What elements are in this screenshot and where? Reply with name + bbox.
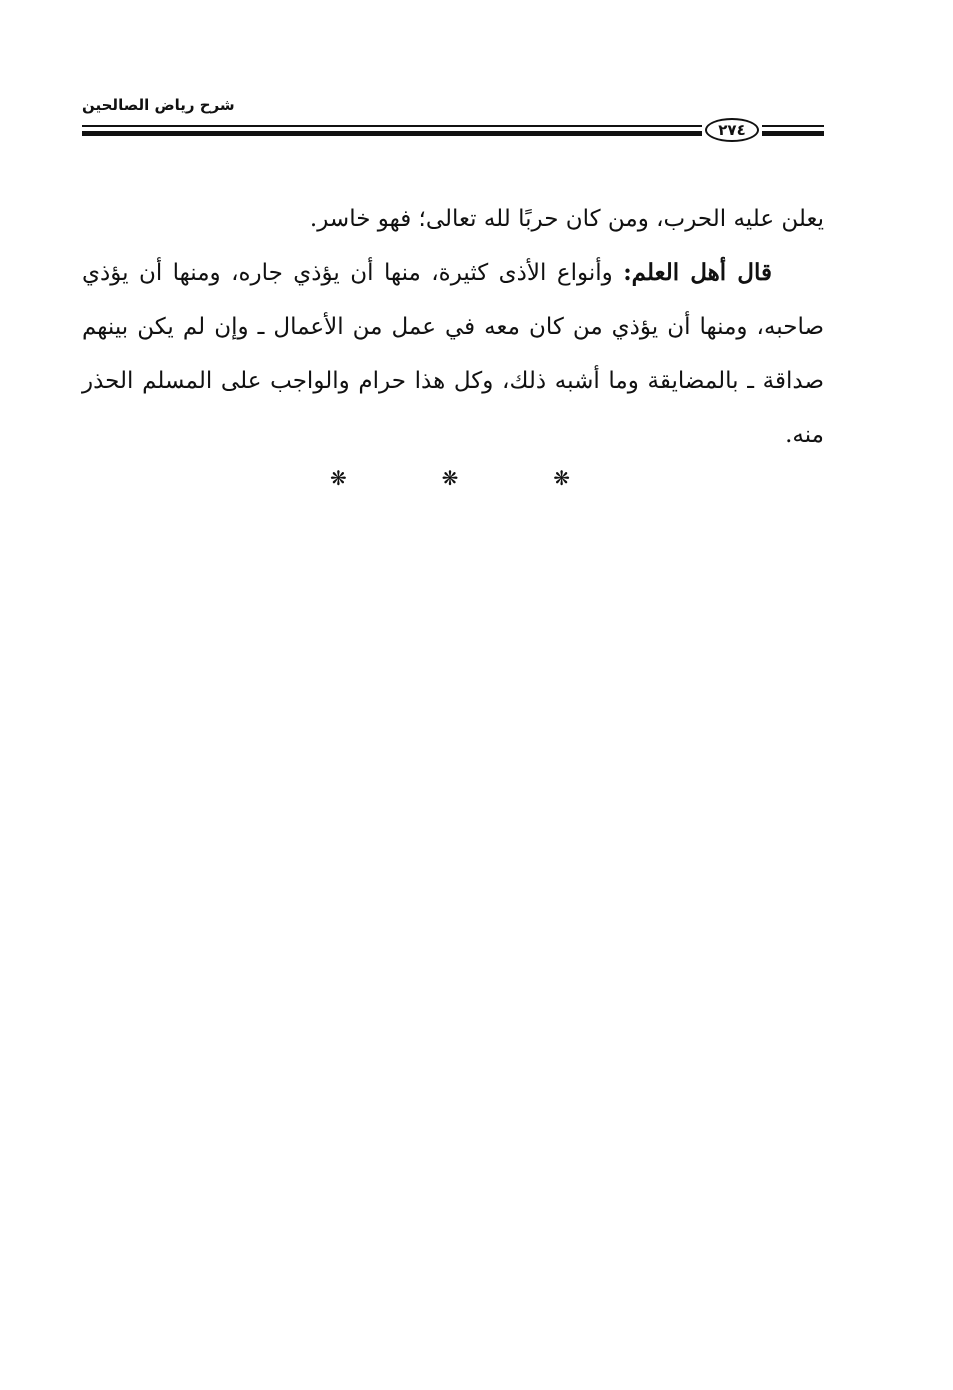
running-title: شرح رياض الصالحين — [82, 96, 235, 114]
scholars-said-label: قال أهل العلم: — [623, 259, 772, 286]
section-separator — [330, 466, 570, 490]
page-number-frame — [702, 116, 762, 144]
paragraph-1: يعلن عليه الحرب، ومن كان حربًا لله تعالى؛ فهو خاسر. — [309, 206, 824, 232]
paragraph-2 — [82, 246, 824, 462]
body-text — [82, 192, 824, 462]
separator-star-icon: ❋ — [330, 466, 347, 490]
page-number: ٢٧٤ — [705, 118, 759, 142]
separator-star-icon: ❋ — [441, 466, 459, 490]
paragraph-2-text: وأنواع الأذى كثيرة، منها أن يؤذي جاره، ومنها أن يؤذي صاحبه، ومنها أن يؤذي من كان معه في عمل من الأعمال ـ وإن لم يكن بينهم صداقة ـ بالمضايقة وما أشبه ذلك، وكل هذا حرام والواجب على المسلم الحذر منه. — [82, 260, 824, 448]
separator-star-icon: ❋ — [553, 466, 570, 490]
